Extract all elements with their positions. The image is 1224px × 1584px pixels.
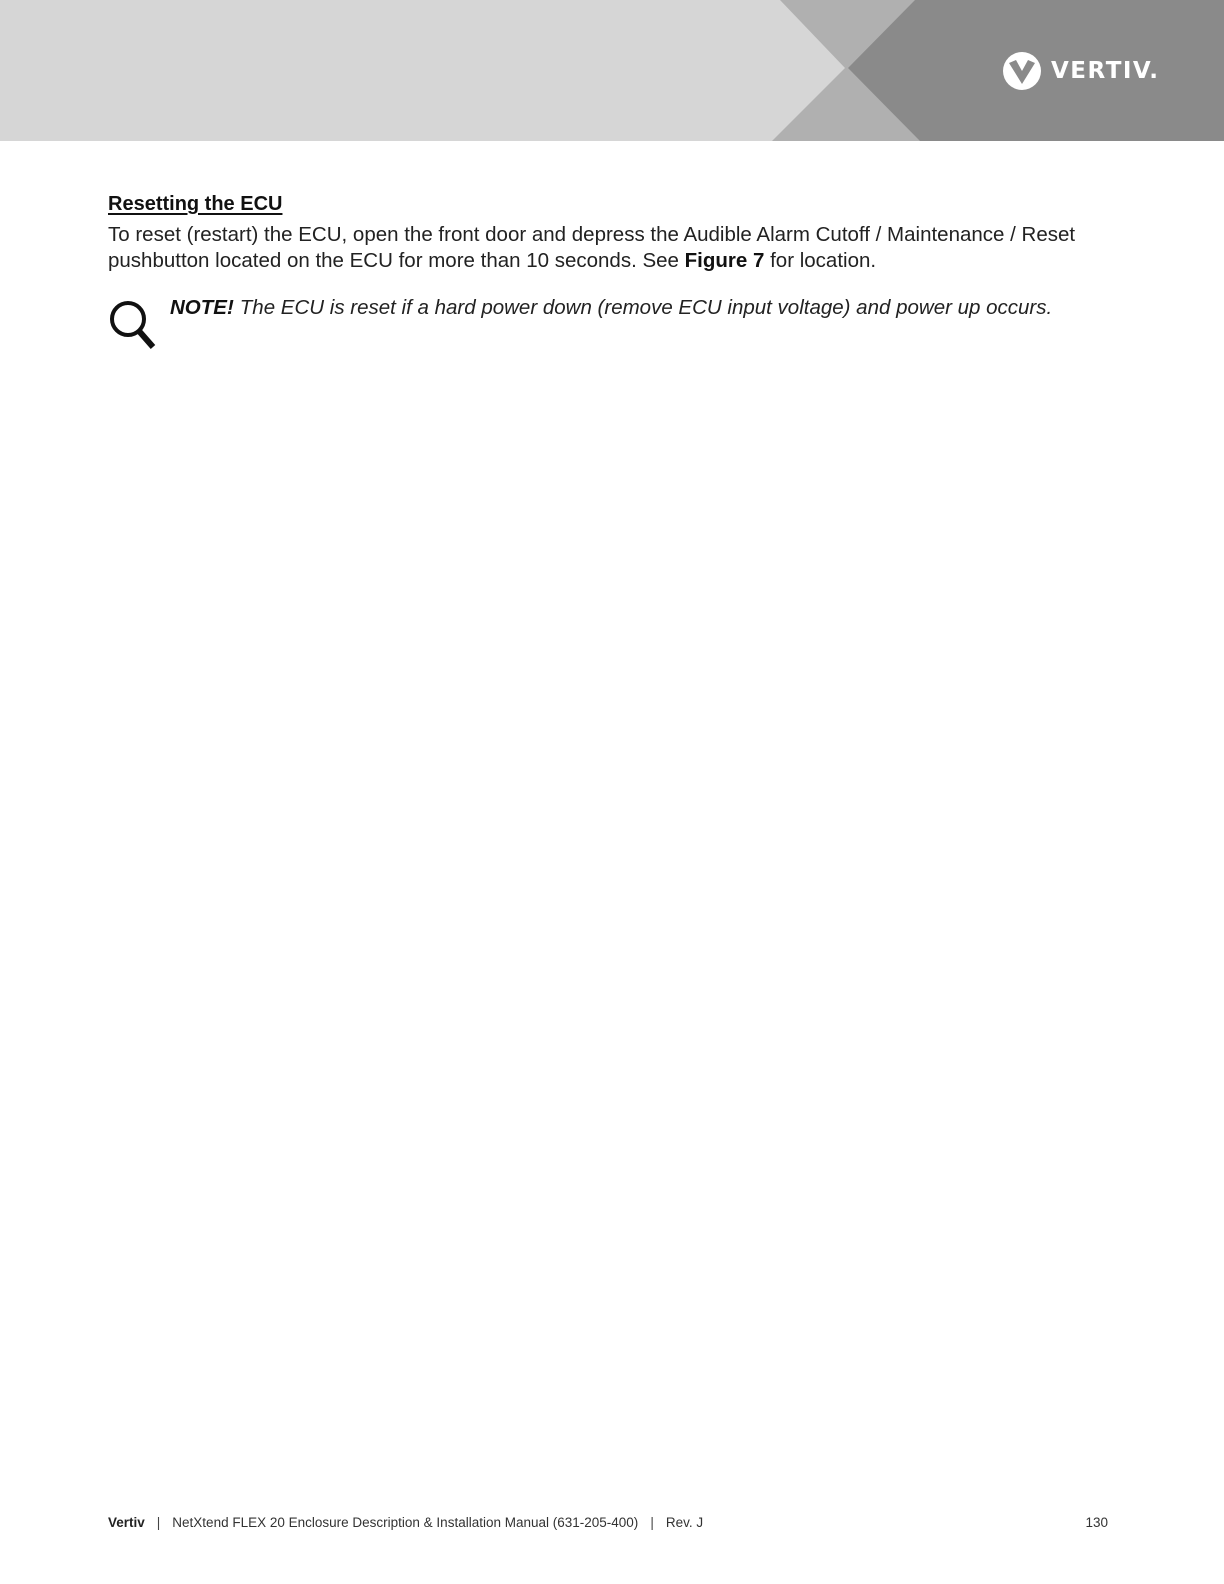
figure-reference-link[interactable]: Figure 7	[684, 249, 765, 272]
paragraph-text-start: To reset (restart) the ECU, open the front door and depress the Audible Alarm Cutoff / Maintenance / Reset pushbutton located on the ECU for more than 10 seconds. See	[108, 223, 1076, 272]
page-number: 130	[1085, 1515, 1108, 1530]
page-footer	[108, 1515, 1108, 1535]
body-paragraph	[108, 222, 1108, 274]
footer-brand: Vertiv	[108, 1515, 145, 1530]
note-text	[170, 295, 1052, 321]
main-content	[108, 191, 1108, 274]
note-body: The ECU is reset if a hard power down (remove ECU input voltage) and power up occurs.	[239, 296, 1053, 319]
footer-document-title: NetXtend FLEX 20 Enclosure Description & Installation Manual (631-205-400)	[172, 1515, 639, 1530]
brand-logo	[1002, 51, 1160, 91]
footer-revision: Rev. J	[665, 1515, 704, 1530]
magnifier-icon	[108, 299, 156, 349]
footer-separator: |	[156, 1515, 161, 1530]
note-block	[108, 295, 1118, 355]
section-heading: Resetting the ECU	[108, 193, 283, 215]
paragraph-text-end: for location.	[764, 249, 877, 272]
vertiv-chevron-logo-icon	[1002, 51, 1042, 91]
footer-separator: |	[650, 1515, 654, 1530]
brand-wordmark: VERTIV.	[1051, 58, 1160, 84]
note-label: NOTE!	[170, 296, 234, 319]
